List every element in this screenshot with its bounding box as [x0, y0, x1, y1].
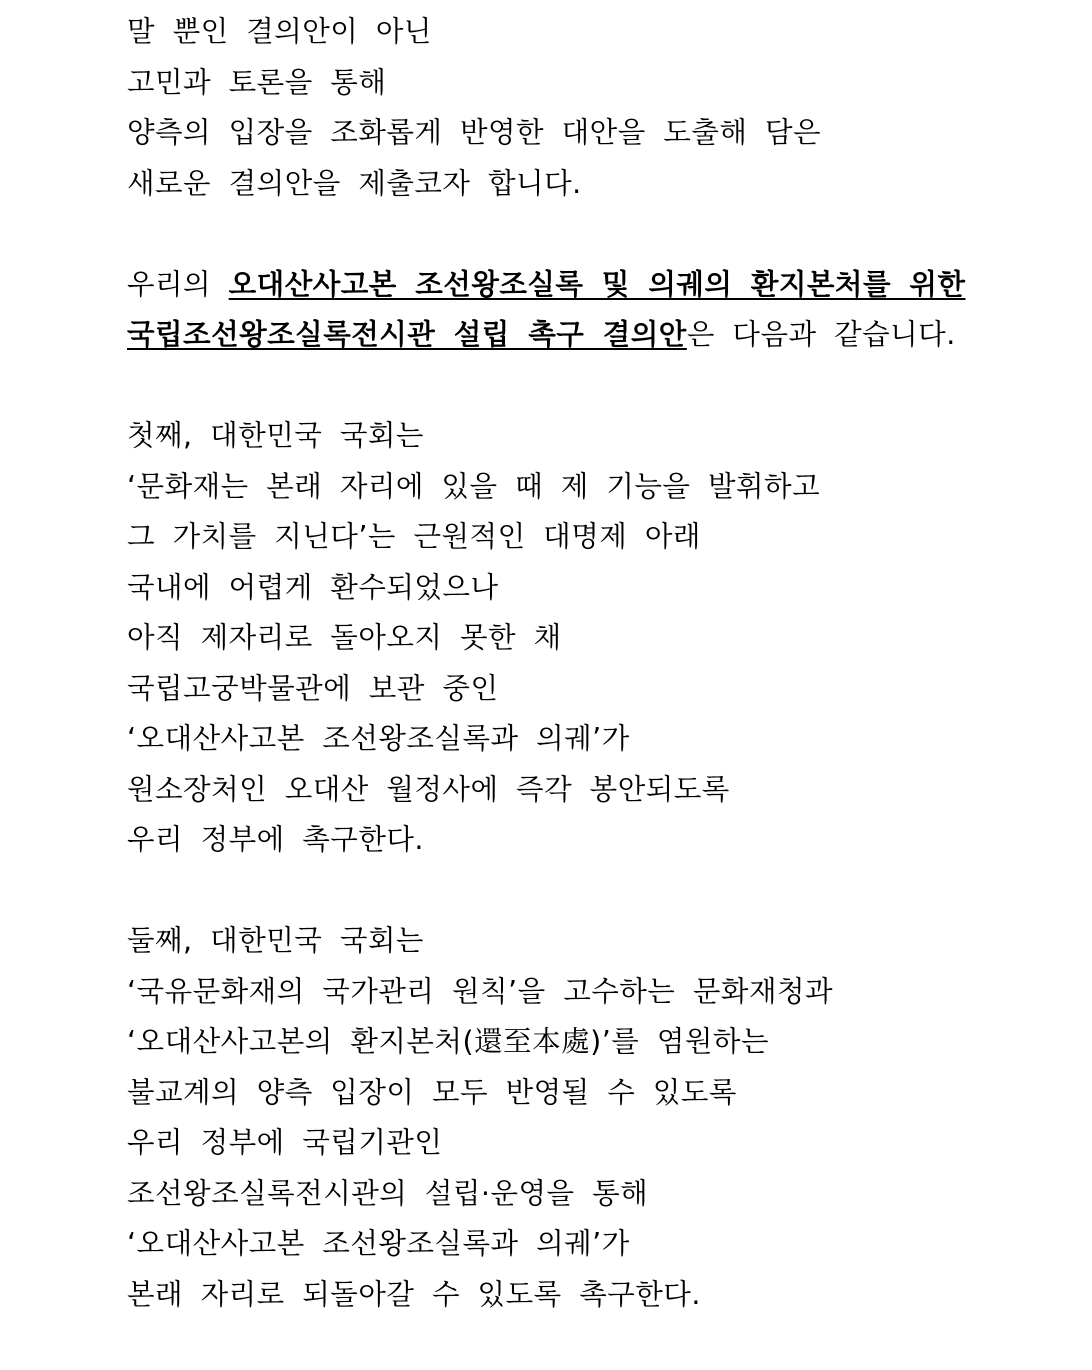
paragraph-gap	[127, 866, 1027, 917]
intro-line: 고민과 토론을 통해	[127, 65, 387, 99]
first-clause-line: 우리 정부에 촉구한다.	[127, 823, 424, 856]
first-clause-line: 국립고궁박물관에 보관 중인	[127, 671, 499, 705]
paragraph-gap	[127, 361, 1027, 412]
intro-line: 말 뿐인 결의안이 아닌	[127, 15, 432, 48]
first-clause-line: 그 가치를 지닌다’는 근원적인 대명제 아래	[127, 520, 701, 553]
second-clause-line: 둘째, 대한민국 국회는	[127, 924, 424, 957]
resolution-suffix: 은 다음과 같습니다.	[686, 318, 956, 351]
second-clause-line: 우리 정부에 국립기관인	[127, 1126, 443, 1159]
first-clause-line: 국내에 어렵게 환수되었으나	[127, 570, 499, 604]
resolution-title-line	[127, 260, 1027, 311]
resolution-title-line	[127, 310, 1027, 361]
first-clause-line: ‘문화재는 본래 자리에 있을 때 제 기능을 발휘하고	[127, 469, 821, 503]
first-clause-line: 첫째, 대한민국 국회는	[127, 419, 424, 452]
second-clause-line: ‘국유문화재의 국가관리 원칙’을 고수하는 문화재청과	[127, 974, 834, 1008]
intro-line: 양측의 입장을 조화롭게 반영한 대안을 도출해 담은	[127, 116, 822, 149]
second-clause-line: 본래 자리로 되돌아갈 수 있도록 촉구한다.	[127, 1277, 701, 1311]
first-clause-line: 원소장처인 오대산 월정사에 즉각 봉안되도록	[127, 772, 730, 806]
paragraph-gap	[127, 209, 1027, 260]
resolution-prefix: 우리의	[127, 267, 229, 301]
second-clause-line: ‘오대산사고본의 환지본처(還至本處)’를 염원하는	[127, 1025, 769, 1058]
resolution-title-part2: 국립조선왕조실록전시관 설립 촉구 결의안	[127, 318, 687, 351]
second-clause-line: ‘오대산사고본 조선왕조실록과 의궤’가	[127, 1227, 630, 1260]
document-body	[127, 7, 1027, 1320]
second-clause-line: 조선왕조실록전시관의 설립·운영을 통해	[127, 1176, 649, 1210]
resolution-title-part1: 오대산사고본 조선왕조실록 및 의궤의 환지본처를 위한	[228, 267, 966, 301]
second-clause-line: 불교계의 양측 입장이 모두 반영될 수 있도록	[127, 1075, 737, 1109]
first-clause-line: 아직 제자리로 돌아오지 못한 채	[127, 621, 562, 654]
first-clause-line: ‘오대산사고본 조선왕조실록과 의궤’가	[127, 722, 630, 755]
intro-line: 새로운 결의안을 제출코자 합니다.	[127, 166, 582, 200]
